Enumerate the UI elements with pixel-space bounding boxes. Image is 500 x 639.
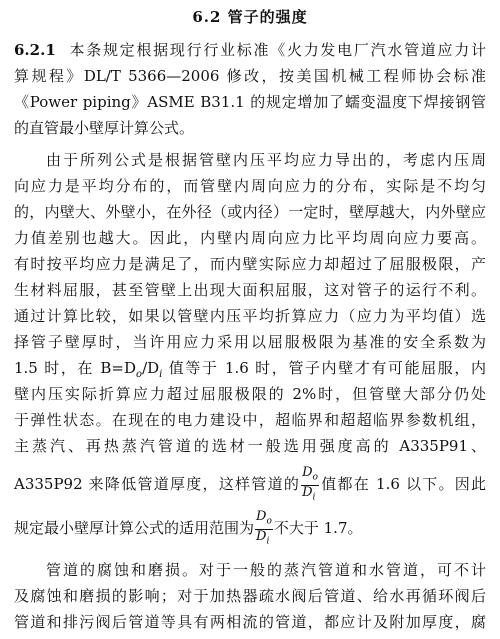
paragraph-line: 择管子壁厚时，当许用应力采用以屈服极限为基准的安全系数为 — [14, 333, 486, 351]
paragraph-line: 通过计算比较，如果以管壁内压平均折算应力（应力为平均值）选 — [14, 307, 486, 325]
paragraph-line: 《Power piping》ASME B31.1 的规定增加了蠕变温度下焊接钢管 — [14, 93, 486, 111]
section-heading: 6.2 管子的强度 — [192, 8, 308, 26]
paragraph-line: 的，内壁大、外壁小，在外径（或内径）一定时，壁厚越大，内外壁应 — [14, 203, 486, 221]
clause-number: 6.2.1 — [14, 41, 56, 59]
paragraph-line: 管道的腐蚀和磨损。对于一般的蒸汽管道和水管道，可不计 — [46, 561, 486, 579]
paragraph-line: 管道和排污阀后管道等具有两相流的管道，都应计及附加厚度，腐 — [14, 613, 486, 631]
paragraph-line: 的直管最小壁厚计算公式。 — [14, 119, 195, 137]
line-text: 本条规定根据现行行业标准《火力发电厂汽水管道应力计 — [67, 41, 486, 59]
paragraph-line: 力值差别也越大。因此，内壁内周向应力比平均周向应力要高。 — [14, 229, 486, 247]
paragraph-line: 于弹性状态。在现在的电力建设中，超临界和超超临界参数机组， — [14, 411, 486, 429]
paragraph-line: 生材料屈服，甚至管壁上出现大面积屈服，这对管子的运行不利。 — [14, 281, 486, 299]
paragraph-line: 及腐蚀和磨损的影响；对于加热器疏水阀后管道、给水再循环阀后 — [14, 587, 486, 605]
paragraph-line: 壁内压实际折算应力超过屈服极限的 2%时，但管壁大部分仍处 — [14, 385, 486, 403]
paragraph-line — [14, 40, 486, 60]
paragraph-line: 有时按平均应力是满足了，而内壁实际应力却超过了屈服极限，产 — [14, 255, 486, 273]
paragraph-line: 由于所列公式是根据管壁内压平均应力导出的，考虑内压周 — [46, 151, 486, 169]
paragraph-line: 主蒸汽、再热蒸汽管道的选材一般选用强度高的 A335P91、 — [14, 437, 486, 455]
paragraph-line: 向应力是平均分布的，而管壁内周向应力的分布，实际是不均匀 — [14, 177, 486, 195]
paragraph-line-fraction: 规定最小壁厚计算公式的适用范围为 $\frac{D_o}{D_i}$ 不大于 1.7。 — [14, 509, 363, 547]
paragraph-line: 算规程》DL/T 5366—2006 修改，按美国机械工程师协会标准 — [14, 67, 486, 85]
fraction-do-di: $\frac{D_o}{D_i}$ — [256, 509, 272, 547]
paragraph-line-fraction: A335P92 来降低管道厚度，这样管道的 $\frac{D_o}{D_i}$ 值都在 1.6 以下。因此 — [14, 465, 486, 503]
fraction-do-di: $\frac{D_o}{D_i}$ — [302, 465, 318, 503]
paragraph-line-formula: 1.5 时，在 $B=D_o/D_i$ 值等于 1.6 时，管子内壁才有可能屈服，内 — [14, 359, 486, 380]
